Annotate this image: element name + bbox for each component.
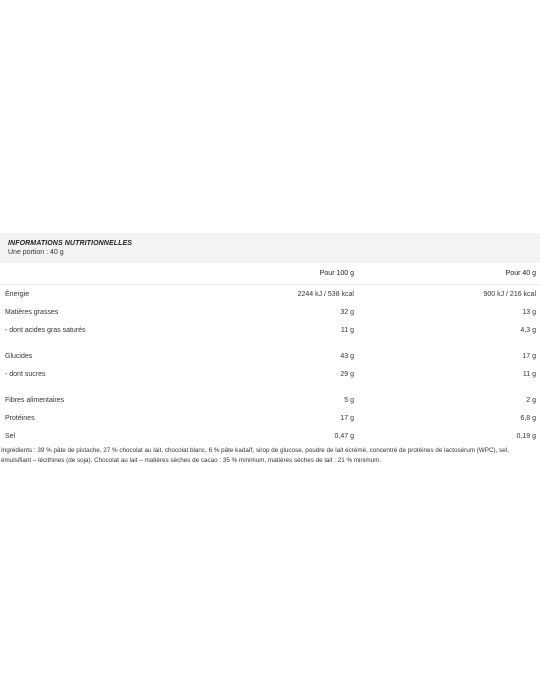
row-label: - dont acides gras saturés	[5, 326, 86, 334]
table-row	[0, 303, 540, 321]
value-per-100g: 5 g	[344, 396, 354, 404]
table-row	[0, 391, 540, 409]
serving-size: Une portion : 40 g	[8, 249, 64, 256]
table-row	[0, 427, 540, 445]
row-label: Protéines	[5, 414, 35, 422]
column-header-per-40g: Pour 40 g	[358, 263, 540, 285]
value-per-40g: 2 g	[526, 396, 536, 404]
column-header-per-100g: Pour 100 g	[180, 263, 358, 285]
value-per-40g: 4,3 g	[520, 326, 536, 334]
value-per-40g: 0,19 g	[516, 432, 536, 440]
value-per-100g: 11 g	[340, 326, 354, 334]
column-header-label	[0, 263, 180, 285]
value-per-100g: 0,47 g	[334, 432, 354, 440]
row-label: Fibres alimentaires	[5, 396, 65, 404]
row-spacer	[0, 383, 540, 391]
value-per-40g: 900 kJ / 216 kcal	[483, 290, 536, 298]
table-row	[0, 409, 540, 427]
table-row	[0, 321, 540, 339]
value-per-40g: 17 g	[522, 352, 536, 360]
nutrition-table	[0, 263, 540, 445]
nutrition-header	[0, 233, 540, 263]
row-label: Énergie	[5, 290, 30, 298]
table-header-row	[0, 263, 540, 285]
nutrition-title: INFORMATIONS NUTRITIONNELLES	[8, 240, 132, 247]
table-row	[0, 285, 540, 304]
value-per-100g: 29 g	[340, 370, 354, 378]
table-row	[0, 365, 540, 383]
row-label: Sel	[5, 432, 16, 440]
value-per-40g: 11 g	[522, 370, 536, 378]
row-label: - dont sucres	[5, 370, 46, 378]
nutrition-panel	[0, 233, 540, 445]
value-per-100g: 2244 kJ / 538 kcal	[297, 290, 354, 298]
value-per-100g: 32 g	[340, 308, 354, 316]
table-row	[0, 347, 540, 365]
row-label: Matières grasses	[5, 308, 59, 316]
value-per-40g: 13 g	[522, 308, 536, 316]
value-per-40g: 6,8 g	[520, 414, 536, 422]
ingredients-text: Ingrédients : 39 % pâte de pistache, 27 % chocolat au lait, chocolat blanc, 6 % pâte kadaïf, sirop de glucose, poudre de lait écrémé, concentré de protéines de lactosérum (WPC), sel, émulsifiant – lécithines (de soja). Chocolat au lait – matières sèches de cacao : 35 % minimum, matières sèches de lait : 21 % minimum.	[1, 447, 509, 464]
row-spacer	[0, 339, 540, 347]
row-label: Glucides	[5, 352, 33, 360]
value-per-100g: 43 g	[340, 352, 354, 360]
value-per-100g: 17 g	[340, 414, 354, 422]
